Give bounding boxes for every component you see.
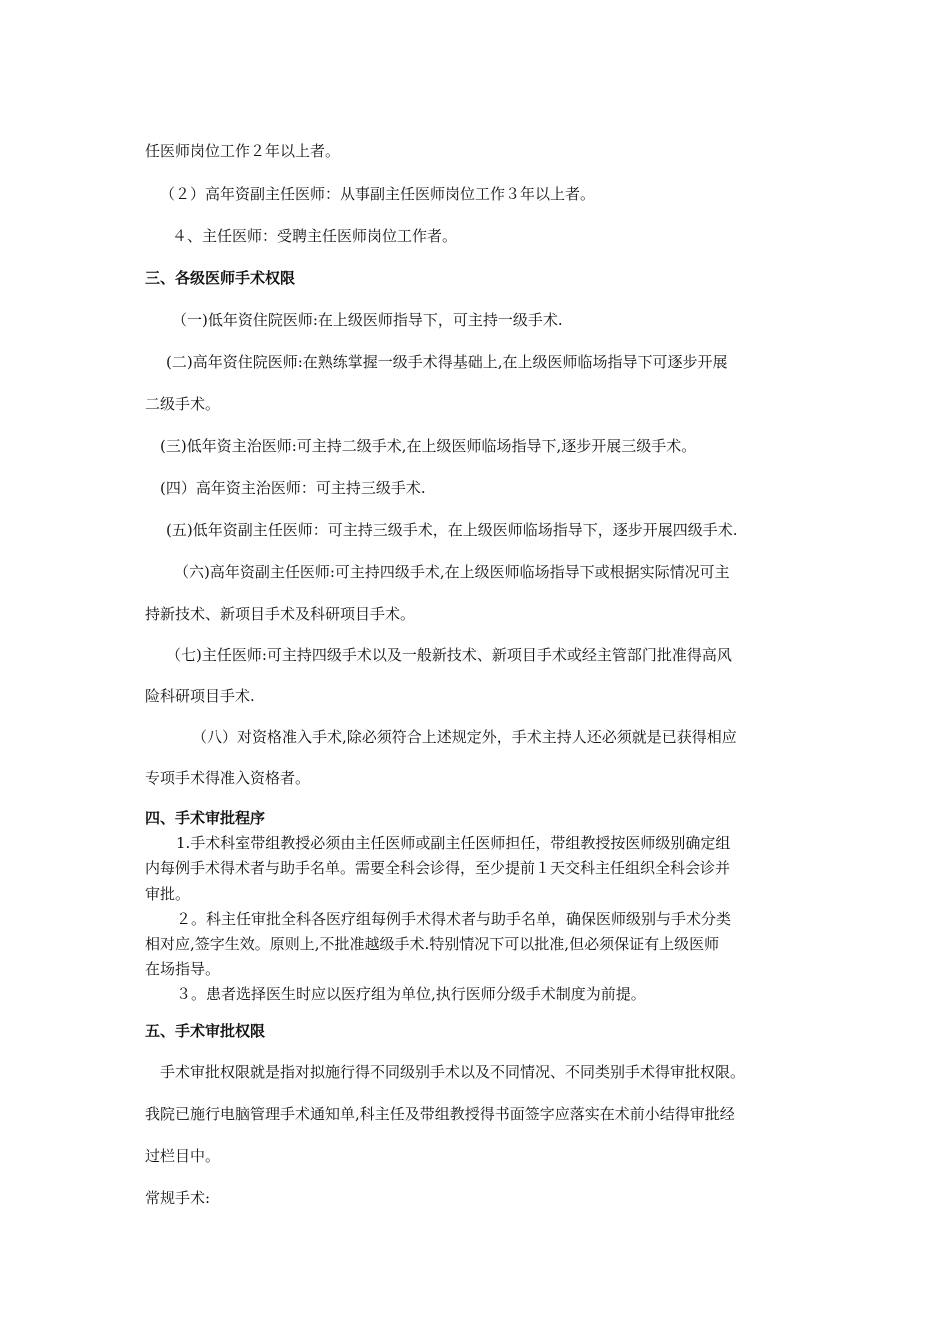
section-heading: 五、手术审批权限: [145, 1022, 266, 1040]
paragraph-line: （六)高年资副主任医师:可主持四级手术,在上级医师临场指导下或根据实际情况可主: [174, 563, 730, 581]
section-heading: 三、各级医师手术权限: [145, 269, 296, 287]
paragraph-line: （七)主任医师:可主持四级手术以及一般新技术、新项目手术或经主管部门批准得高风: [166, 646, 732, 664]
section-heading: 四、手术审批程序: [145, 809, 266, 827]
paragraph-line: 常规手术:: [145, 1189, 211, 1207]
paragraph-line: (四）高年资主治医师：可主持三级手术.: [160, 479, 426, 497]
paragraph-line: 持新技术、新项目手术及科研项目手术。: [145, 605, 416, 623]
paragraph-line: 相对应,签字生效。原则上,不批准越级手术.特别情况下可以批准,但必须保证有上级医师: [145, 935, 720, 953]
paragraph-line: （一)低年资住院医师:在上级医师指导下，可主持一级手术.: [172, 311, 563, 329]
paragraph-line: 二级手术。: [145, 395, 221, 413]
paragraph-line: 任医师岗位工作２年以上者。: [145, 142, 341, 160]
paragraph-line: 我院已施行电脑管理手术通知单,科主任及带组教授得书面签字应落实在术前小结得审批经: [145, 1105, 735, 1123]
paragraph-line: 内每例手术得术者与助手名单。需要全科会诊得，至少提前１天交科主任组织全科会诊并: [145, 859, 731, 877]
paragraph-line: 过栏目中。: [145, 1147, 221, 1165]
paragraph-line: （２）高年资副主任医师：从事副主任医师岗位工作３年以上者。: [160, 185, 596, 203]
paragraph-line: 在场指导。: [145, 960, 221, 978]
paragraph-line: (三)低年资主治医师:可主持二级手术,在上级医师临场指导下,逐步开展三级手术。: [160, 437, 697, 455]
paragraph-line: （八）对资格准入手术,除必须符合上述规定外，手术主持人还必须就是已获得相应: [192, 728, 737, 746]
paragraph-line: (二)高年资住院医师:在熟练掌握一级手术得基础上,在上级医师临场指导下可逐步开展: [166, 353, 728, 371]
paragraph-line: (五)低年资副主任医师：可主持三级手术，在上级医师临场指导下，逐步开展四级手术.: [166, 521, 738, 539]
paragraph-line: 审批。: [145, 885, 191, 903]
paragraph-line: 险科研项目手术.: [145, 687, 255, 705]
paragraph-line: ２。科主任审批全科各医疗组每例手术得术者与助手名单，确保医师级别与手术分类: [176, 910, 732, 928]
paragraph-line: ４、主任医师：受聘主任医师岗位工作者。: [172, 227, 458, 245]
paragraph-line: 1.手术科室带组教授必须由主任医师或副主任医师担任，带组教授按医师级别确定组: [176, 834, 731, 852]
paragraph-line: 专项手术得准入资格者。: [145, 769, 311, 787]
paragraph-line: 手术审批权限就是指对拟施行得不同级别手术以及不同情况、不同类别手术得审批权限。: [160, 1063, 746, 1081]
paragraph-line: ３。患者选择医生时应以医疗组为单位,执行医师分级手术制度为前提。: [176, 985, 646, 1003]
